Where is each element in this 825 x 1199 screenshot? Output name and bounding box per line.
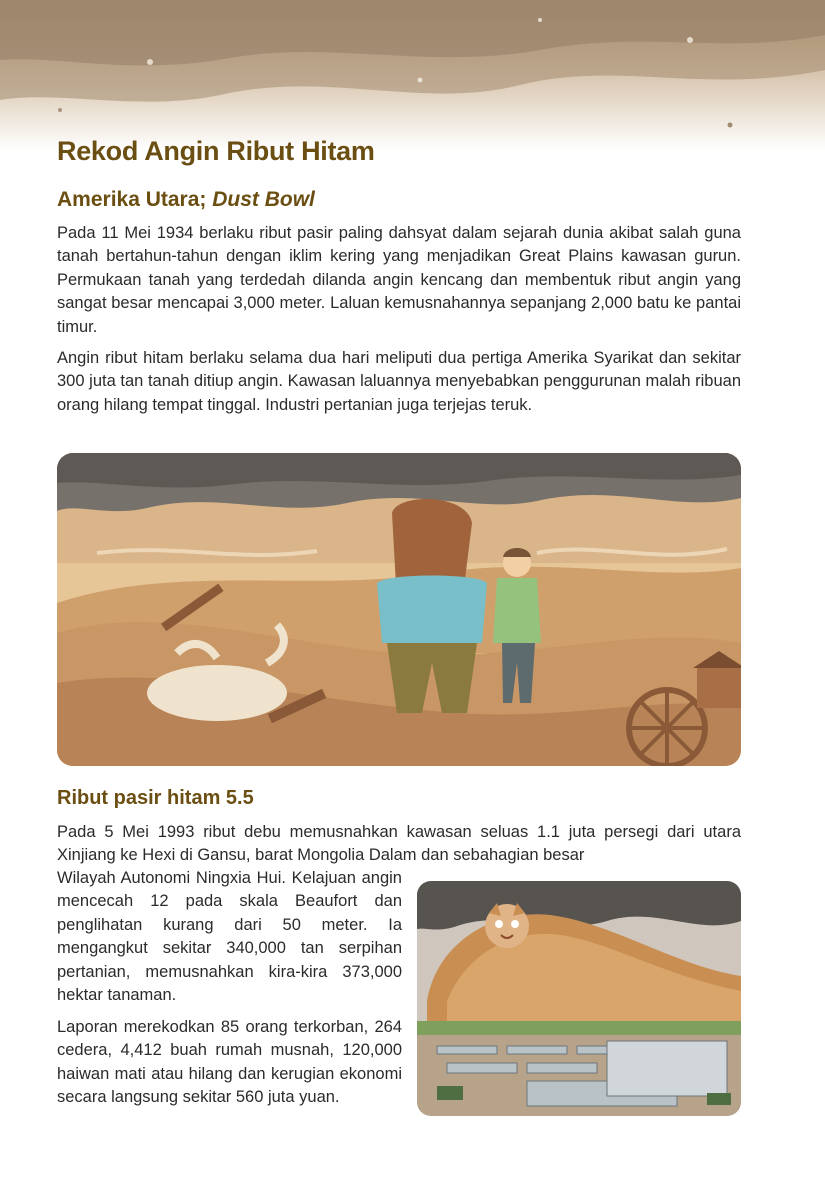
paragraph-black-storm-casualties: Laporan merekodkan 85 orang terkorban, 264 cedera, 4,412 buah rumah musnah, 120,000 haiwan mati atau hilang dan kerugian ekonomi secara langsung sekitar 560 juta yuan. xyxy=(57,1018,402,1107)
black-storm-comic-illustration xyxy=(417,881,741,1116)
paragraph-dust-bowl-1: Pada 11 Mei 1934 berlaku ribut pasir paling dahsyat dalam sejarah dunia akibat salah guna tanah bertahun-tahun dengan iklim kering yang menjadikan Great Plains kawasan gurun. Permukaan tanah yang terdedah dilanda angin kencang dan membentuk ribut angin yang sangat besar mencapai 3,000 meter. Laluan kemusnahannya sepanjang 2,000 batu ke pantai timur. xyxy=(57,224,741,336)
section-heading-black-storm: Ribut pasir hitam 5.5 xyxy=(57,787,254,809)
paragraph-black-storm-intro: Pada 5 Mei 1993 ribut debu memusnahkan kawasan seluas 1.1 juta persegi dari utara Xinjiang ke Hexi di Gansu, barat Mongolia Dalam dan sebahagian besar xyxy=(57,823,741,865)
paragraph-black-storm-details: Wilayah Autonomi Ningxia Hui. Kelajuan angin mencecah 12 pada skala Beaufort dan penglihatan kurang dari 50 meter. Ia mengangkut sekitar 340,000 tan serpihan pertanian, memusnahkan kira-kira 373,000 hektar tanaman. xyxy=(57,869,402,1005)
heading-italic-text: Dust Bowl xyxy=(212,188,315,211)
section-heading-dust-bowl xyxy=(57,188,315,212)
paragraph-dust-bowl-2: Angin ribut hitam berlaku selama dua hari meliputi dua pertiga Amerika Syarikat dan sekitar 300 juta tan tanah ditiup angin. Kawasan laluannya menyebabkan penggurunan malah ribuan orang hilang tempat tinggal. Industri pertanian juga terjejas teruk. xyxy=(57,349,741,414)
dust-storm-banner xyxy=(0,0,825,150)
page-title: Rekod Angin Ribut Hitam xyxy=(57,136,375,166)
dust-bowl-comic-illustration xyxy=(57,453,741,766)
heading-main-text: Amerika Utara; xyxy=(57,188,213,211)
